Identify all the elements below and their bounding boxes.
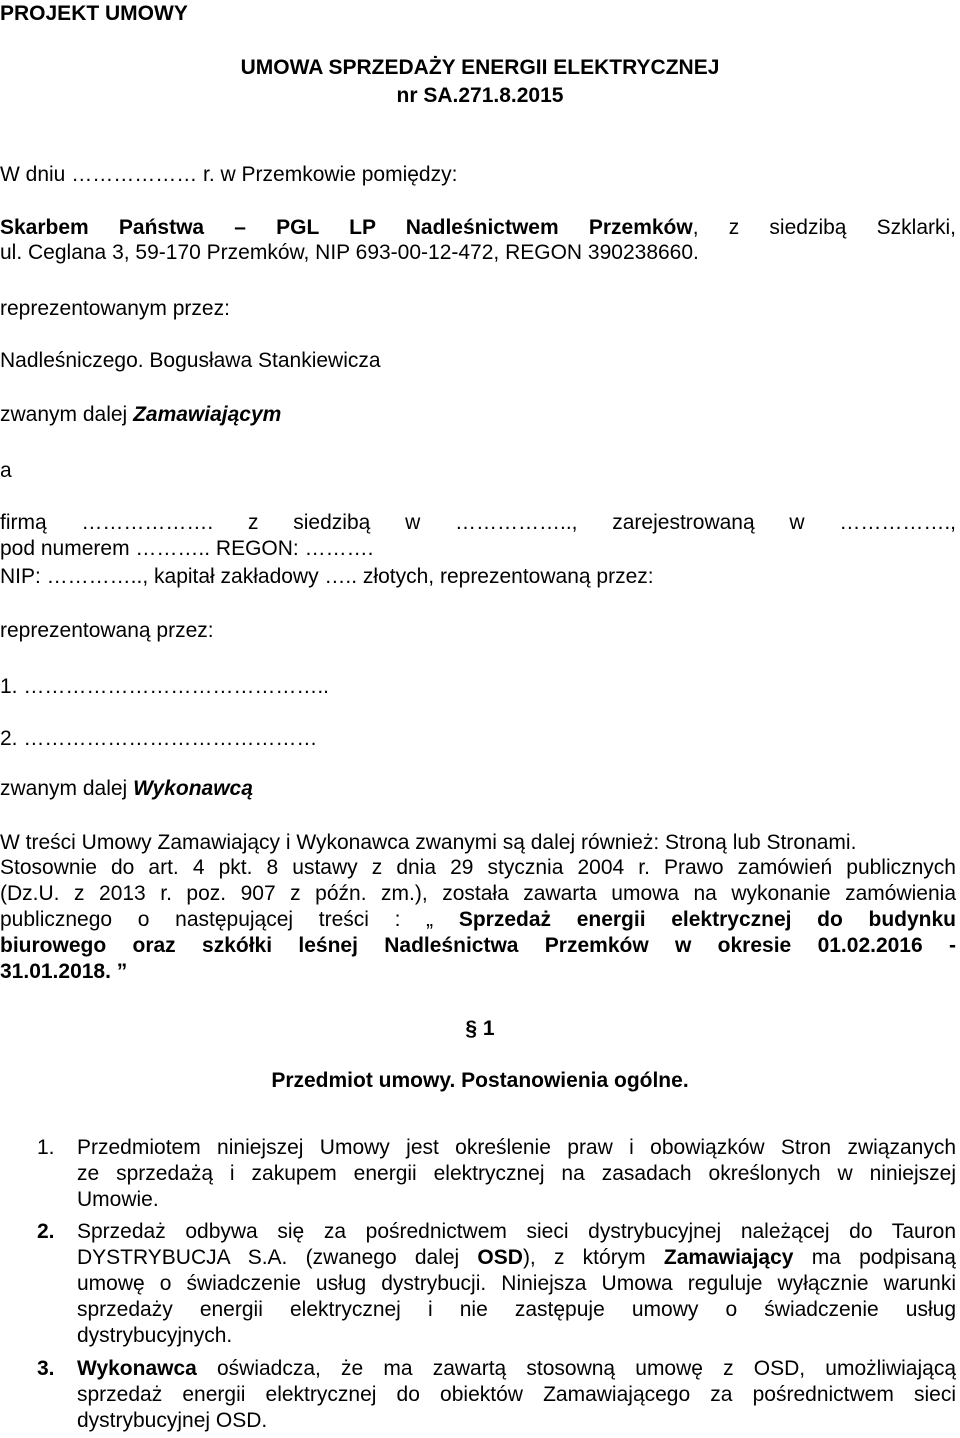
- item2-line5: dystrybucyjnych.: [77, 1324, 233, 1347]
- section1-sign: § 1: [465, 1017, 495, 1040]
- doc-header: PROJEKT UMOWY: [0, 2, 188, 25]
- item2-line3: umowę o świadczenie usług dystrybucji. Niniejsza Umowa reguluje wyłącznie warunki: [77, 1272, 956, 1295]
- party2-line2: pod numerem ……….. REGON: ……….: [0, 537, 374, 560]
- subject-title-part3: 31.01.2018. ”: [0, 960, 128, 983]
- party2-line3: NIP: ………….., kapitał zakładowy ….. złotych, reprezentowaną przez:: [0, 565, 654, 588]
- party2-rep1: 1. ……………………………………..: [0, 675, 330, 698]
- item2-line1: Sprzedaż odbywa się za pośrednictwem sieci dystrybucyjnej należącej do Tauron: [77, 1220, 956, 1243]
- and-word: a: [0, 459, 12, 482]
- preamble-line4-text: publicznego o następującej treści : „: [0, 908, 459, 931]
- preamble-line2: Stosownie do art. 4 pkt. 8 ustawy z dnia 29 stycznia 2004 r. Prawo zamówień publicznych: [0, 856, 956, 879]
- party1-name: Skarbem Państwa – PGL LP Nadleśnictwem Przemków: [0, 216, 693, 239]
- item1-line2: ze sprzedażą i zakupem energii elektrycznej na zasadach określonych w niniejszej: [77, 1162, 956, 1185]
- party2-called: [0, 776, 253, 802]
- item2-line2-text-c: ), z którym: [522, 1246, 664, 1269]
- item1-number: 1.: [37, 1136, 55, 1159]
- item2-line2-text-e: ma podpisaną: [793, 1246, 956, 1269]
- party2-called-prefix: zwanym dalej: [0, 777, 134, 800]
- subject-title-part1: Sprzedaż energii elektrycznej do budynku: [458, 908, 956, 931]
- intro-line: W dniu ……………… r. w Przemkowie pomiędzy:: [0, 163, 458, 186]
- party1-called-name: Zamawiającym: [133, 403, 282, 426]
- preamble-line3: (Dz.U. z 2013 r. poz. 907 z późn. zm.), została zawarta umowa na wykonanie zamówienia: [0, 882, 956, 905]
- preamble-line1: W treści Umowy Zamawiający i Wykonawca zwanymi są dalej również: Stroną lub Stronami.: [0, 831, 857, 854]
- item1-line1: Przedmiotem niniejszej Umowy jest określenie praw i obowiązków Stron związanych: [77, 1136, 956, 1159]
- item2-line4: sprzedaży energii elektrycznej i nie zastępuje umowy o świadczenie usług: [77, 1298, 956, 1321]
- party1-representative: Nadleśniczego. Bogusława Stankiewicza: [0, 349, 381, 372]
- party2-line1: firmą ………………. z siedzibą w …………….., zarejestrowaną w …………….,: [0, 511, 956, 534]
- item3-number: 3.: [37, 1357, 55, 1380]
- party1-seat: , z siedzibą Szklarki,: [692, 216, 957, 239]
- preamble-line4: [0, 907, 956, 933]
- party1-called-prefix: zwanym dalej: [0, 403, 134, 426]
- doc-number: nr SA.271.8.2015: [396, 84, 564, 107]
- party2-represented-by: reprezentowaną przez:: [0, 619, 214, 642]
- item2-line2: [77, 1245, 956, 1271]
- item3-line1-text: oświadcza, że ma zawartą stosowną umowę z OSD, umożliwiającą: [196, 1357, 956, 1380]
- item1-line3: Umowie.: [77, 1188, 159, 1211]
- item3-wykonawca: Wykonawca: [77, 1357, 197, 1380]
- item3-line3: dystrybucyjnej OSD.: [77, 1409, 268, 1432]
- party1-line2: ul. Ceglana 3, 59-170 Przemków, NIP 693-00-12-472, REGON 390238660.: [0, 241, 699, 264]
- item2-line2-text-a: DYSTRYBUCJA S.A. (zwanego dalej: [77, 1246, 478, 1269]
- party2-called-name: Wykonawcą: [133, 777, 253, 800]
- item3-line2: sprzedaż energii elektrycznej do obiektów Zamawiającego za pośrednictwem sieci: [77, 1383, 956, 1406]
- item2-number: 2.: [37, 1220, 55, 1243]
- section1-heading: Przedmiot umowy. Postanowienia ogólne.: [271, 1069, 689, 1092]
- party1-represented-by: reprezentowanym przez:: [0, 297, 230, 320]
- item2-osd: OSD: [477, 1246, 523, 1269]
- party2-rep2: 2. ……………………………………: [0, 727, 318, 750]
- party1-called: [0, 402, 281, 428]
- subject-title-part2: biurowego oraz szkółki leśnej Nadleśnictwa Przemków w okresie 01.02.2016 -: [0, 934, 956, 957]
- item3-line1: [77, 1356, 956, 1382]
- doc-title: UMOWA SPRZEDAŻY ENERGII ELEKTRYCZNEJ: [240, 56, 720, 79]
- party1-line1: [0, 215, 956, 241]
- item2-zamawiajacy: Zamawiający: [663, 1246, 794, 1269]
